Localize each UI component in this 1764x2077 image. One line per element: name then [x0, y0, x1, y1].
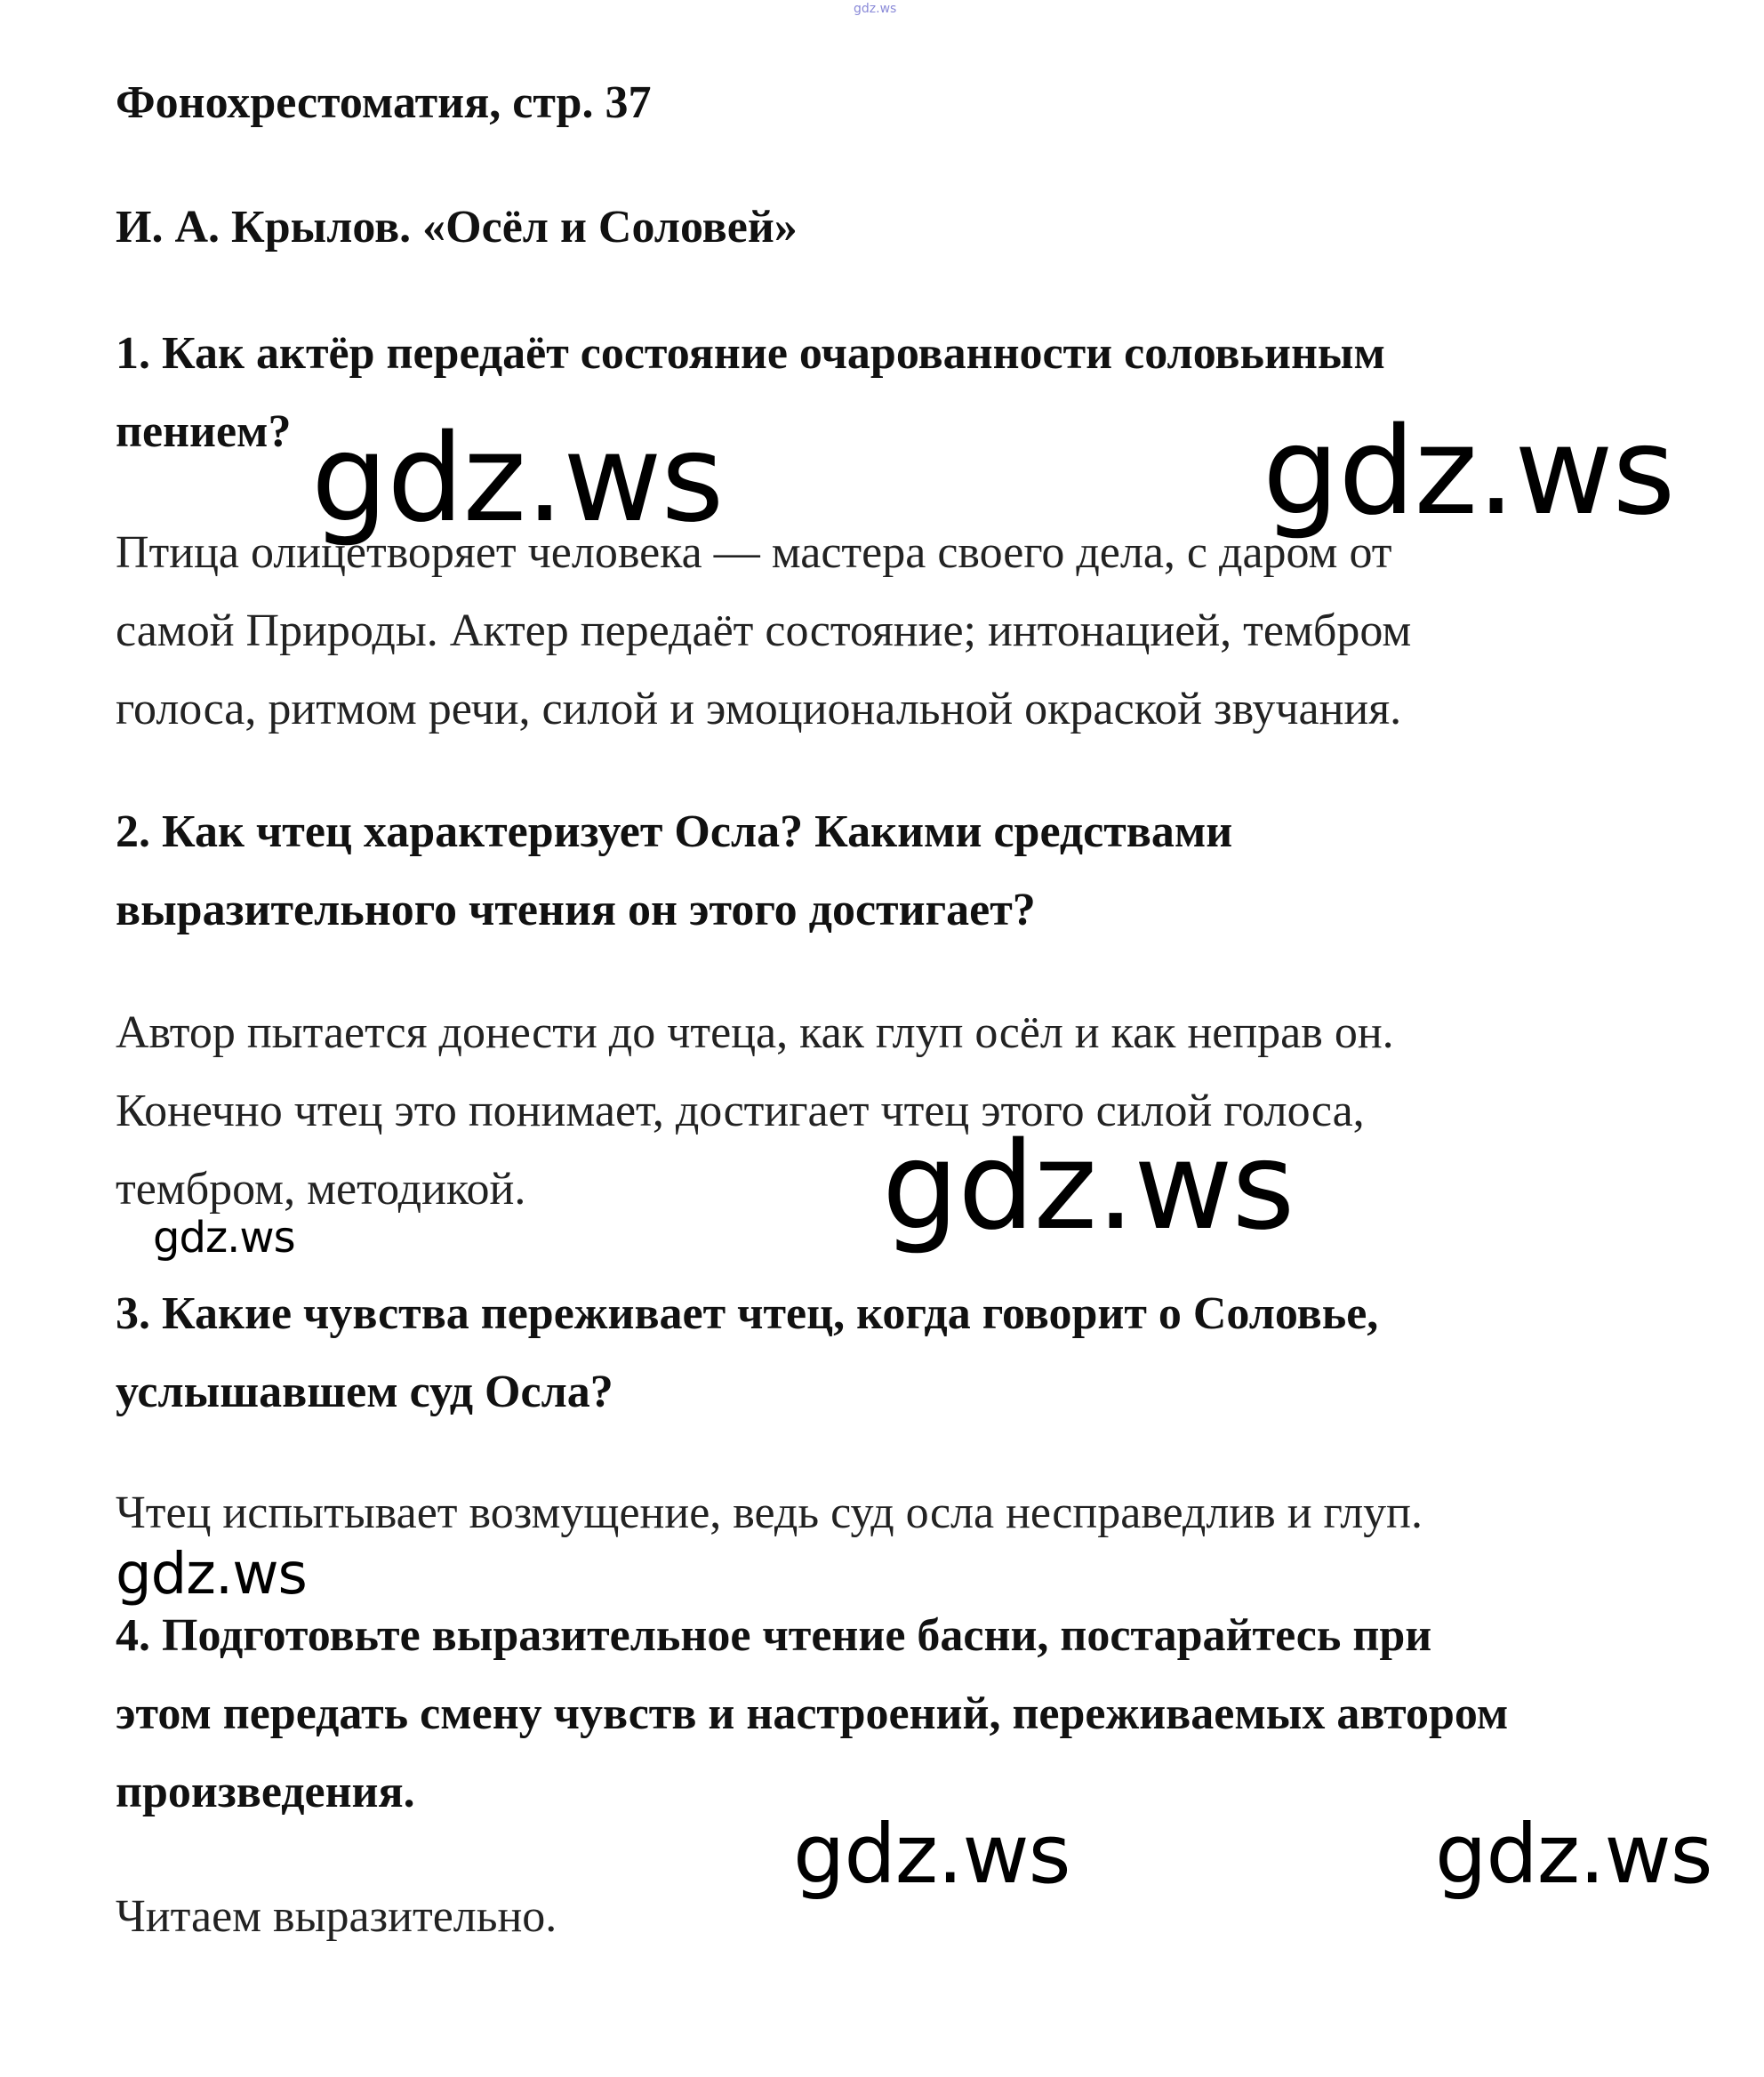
- question-4-line: этом передать смену чувств и настроений, переживаемых автором: [116, 1688, 1509, 1739]
- collection-title: Фонохрестоматия, стр. 37: [116, 77, 652, 128]
- answer-3: [116, 1474, 1423, 1552]
- watermark: gdz.ws: [116, 1542, 307, 1608]
- watermark: gdz.ws: [793, 1807, 1070, 1902]
- answer-1: [116, 514, 1411, 749]
- question-4-line: произведения.: [116, 1767, 415, 1817]
- answer-1-line: самой Природы. Актер передаёт состояние; интонацией, тембром: [116, 605, 1412, 656]
- question-3: [116, 1275, 1378, 1431]
- watermark: gdz.ws: [311, 409, 724, 549]
- question-2: [116, 793, 1232, 950]
- question-4-line: 4. Подготовьте выразительное чтение басни, постарайтесь при: [116, 1610, 1432, 1661]
- question-1-line: 1. Как актёр передаёт состояние очарованности соловьиным: [116, 328, 1385, 379]
- question-1: [116, 315, 1385, 471]
- watermark: gdz.ws: [1263, 402, 1675, 542]
- answer-1-line: Птица олицетворяет человека — мастера своего дела, с даром от: [116, 527, 1392, 578]
- answer-4: [116, 1878, 557, 1956]
- watermark: gdz.ws: [153, 1213, 295, 1263]
- answer-1-line: голоса, ритмом речи, силой и эмоциональной окраской звучания.: [116, 684, 1402, 734]
- answer-4-line: Читаем выразительно.: [116, 1891, 557, 1942]
- work-title: И. А. Крылов. «Осёл и Соловей»: [116, 202, 798, 253]
- question-4: [116, 1597, 1508, 1832]
- question-3-line: 3. Какие чувства переживает чтец, когда говорит о Соловье,: [116, 1288, 1379, 1339]
- answer-2-line: Конечно чтец это понимает, достигает чтец этого силой голоса,: [116, 1086, 1365, 1136]
- answer-3-line: Чтец испытывает возмущение, ведь суд осла несправедлив и глуп.: [116, 1488, 1423, 1538]
- question-2-line: выразительного чтения он этого достигает?: [116, 885, 1036, 935]
- watermark: gdz.ws: [1435, 1807, 1712, 1902]
- top-watermark: gdz.ws: [854, 2, 897, 16]
- answer-2-line: Автор пытается донести до чтеца, как глуп осёл и как неправ он.: [116, 1007, 1394, 1058]
- question-1-line: пением?: [116, 406, 292, 457]
- watermark: gdz.ws: [882, 1117, 1295, 1257]
- question-2-line: 2. Как чтец характеризует Осла? Какими средствами: [116, 806, 1233, 857]
- question-3-line: услышавшем суд Осла?: [116, 1367, 613, 1417]
- answer-2-line: тембром, методикой.: [116, 1164, 526, 1215]
